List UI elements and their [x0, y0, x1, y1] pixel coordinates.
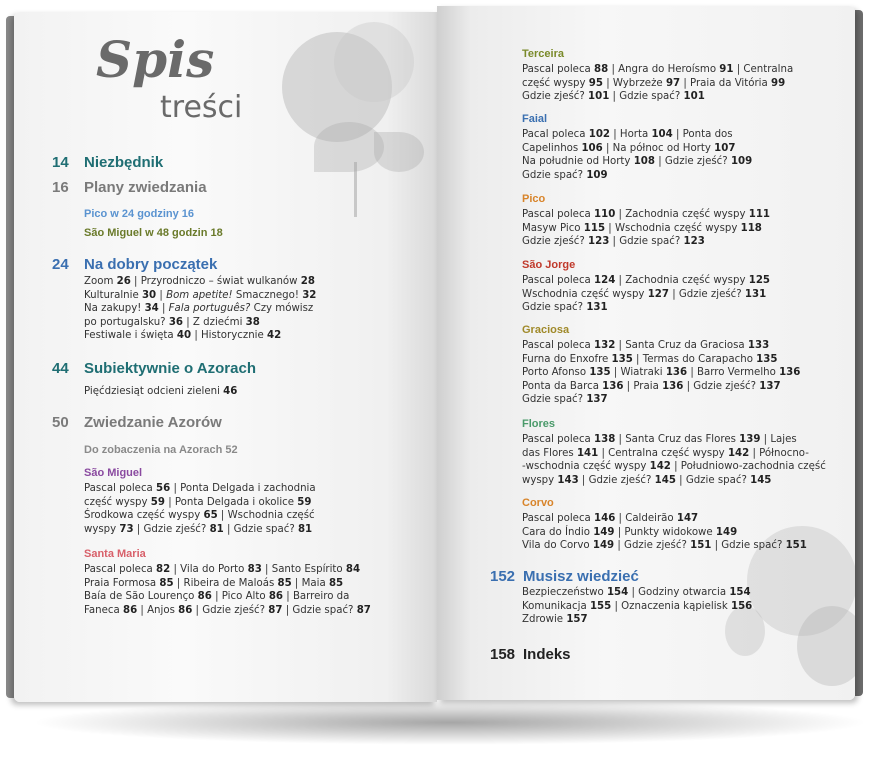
- toc-santa-maria-line[interactable]: Baía de São Lourenço 86 | Pico Alto 86 | Barreiro da: [84, 591, 350, 603]
- toc-musisz-line[interactable]: Komunikacja 155 | Oznaczenia kąpielisk 156: [522, 600, 753, 612]
- toc-graciosa-line[interactable]: Gdzie spać? 137: [522, 394, 608, 406]
- island-graciosa-heading[interactable]: Graciosa: [522, 324, 570, 336]
- toc-graciosa-line[interactable]: Pascal poleca 132 | Santa Cruz da Graciosa 133: [522, 340, 770, 351]
- book-right-edge: [855, 10, 863, 696]
- toc-sao-jorge-line[interactable]: Gdzie spać? 131: [522, 302, 608, 314]
- island-pico-list: [522, 208, 770, 249]
- toc-entry-zwiedzanie[interactable]: 50 Zwiedzanie Azorów: [52, 414, 222, 431]
- toc-musisz-line[interactable]: Bezpieczeństwo 154 | Godziny otwarcia 154: [522, 587, 751, 598]
- island-terceira-heading[interactable]: Terceira: [522, 48, 564, 60]
- island-flores-heading[interactable]: Flores: [522, 418, 556, 430]
- toc-flores-line[interactable]: wyspy 143 | Gdzie zjeść? 145 | Gdzie spać? 145: [522, 474, 772, 486]
- toc-dobry-line[interactable]: Festiwale i święta 40 | Historycznie 42: [84, 330, 282, 342]
- toc-dobry-line[interactable]: po portugalsku? 36 | Z dziećmi 38: [84, 316, 260, 328]
- toc-plan-sao-miguel[interactable]: São Miguel w 48 godzin 18: [84, 227, 223, 239]
- island-faial-list: [522, 128, 752, 182]
- toc-corvo-line[interactable]: Pascal poleca 146 | Caldeirão 147: [522, 513, 699, 524]
- toc-entry-plany[interactable]: 16 Plany zwiedzania: [52, 179, 207, 196]
- island-sao-miguel-heading[interactable]: São Miguel: [84, 467, 143, 479]
- toc-pico-line[interactable]: Gdzie zjeść? 123 | Gdzie spać? 123: [522, 236, 705, 248]
- island-sao-jorge-heading[interactable]: São Jorge: [522, 259, 576, 271]
- toc-santa-maria-line[interactable]: Faneca 86 | Anjos 86 | Gdzie zjeść? 87 | Gdzie spać? 87: [84, 604, 371, 616]
- title-spis: Spis: [96, 30, 215, 89]
- toc-dobry-line[interactable]: Na zakupy! 34 | Fala português? Czy mówisz: [84, 303, 314, 315]
- toc-faial-line[interactable]: Capelinhos 106 | Na północ od Horty 107: [522, 142, 736, 154]
- right-page: [437, 6, 855, 700]
- island-flores-list: [522, 433, 826, 487]
- island-sao-miguel-list: [84, 482, 316, 536]
- toc-sao-miguel-line[interactable]: część wyspy 59 | Ponta Delgada i okolice 59: [84, 496, 312, 508]
- toc-terceira-line[interactable]: Pascal poleca 88 | Angra do Heroísmo 91 | Centralna: [522, 64, 794, 75]
- toc-pico-line[interactable]: Pascal poleca 110 | Zachodnia część wyspy 111: [522, 209, 770, 220]
- toc-sao-miguel-line[interactable]: Środkowa część wyspy 65 | Wschodnia część: [84, 510, 315, 522]
- toc-entry-musisz[interactable]: 152 Musisz wiedzieć: [490, 568, 639, 585]
- toc-faial-line[interactable]: Pacal poleca 102 | Horta 104 | Ponta dos: [522, 129, 733, 140]
- toc-dobry-list: [84, 275, 316, 343]
- title-tresci: treści: [160, 90, 243, 125]
- toc-entry-niezbednik[interactable]: 14 Niezbędnik: [52, 154, 164, 171]
- island-santa-maria-list: [84, 563, 371, 617]
- toc-musisz-list: [522, 586, 752, 627]
- toc-flores-line[interactable]: das Flores 141 | Centralna część wyspy 142 | Północno-: [522, 447, 809, 459]
- toc-pico-line[interactable]: Masyw Pico 115 | Wschodnia część wyspy 118: [522, 222, 762, 234]
- island-sao-jorge-list: [522, 274, 770, 315]
- toc-faial-line[interactable]: Na południe od Horty 108 | Gdzie zjeść? 109: [522, 156, 753, 168]
- toc-dobry-line[interactable]: Zoom 26 | Przyrodniczo – świat wulkanów 28: [84, 276, 315, 287]
- toc-santa-maria-line[interactable]: Pascal poleca 82 | Vila do Porto 83 | Santo Espírito 84: [84, 564, 361, 575]
- toc-subiekt-line[interactable]: Pięćdziesiąt odcieni zieleni 46: [84, 386, 238, 397]
- toc-graciosa-line[interactable]: Ponta da Barca 136 | Praia 136 | Gdzie zjeść? 137: [522, 380, 781, 392]
- toc-graciosa-line[interactable]: Porto Afonso 135 | Wiatraki 136 | Barro Vermelho 136: [522, 367, 801, 379]
- toc-subiekt-line: [84, 385, 237, 399]
- toc-faial-line[interactable]: Gdzie spać? 109: [522, 169, 608, 181]
- island-santa-maria-heading[interactable]: Santa Maria: [84, 548, 146, 560]
- toc-sao-miguel-line[interactable]: Pascal poleca 56 | Ponta Delgada i zachodnia: [84, 483, 316, 494]
- island-corvo-list: [522, 512, 807, 553]
- toc-entry-indeks[interactable]: 158 Indeks: [490, 646, 571, 663]
- island-pico-heading[interactable]: Pico: [522, 193, 546, 205]
- toc-plan-pico[interactable]: Pico w 24 godziny 16: [84, 208, 195, 220]
- toc-dobry-line[interactable]: Kulturalnie 30 | Bom apetite! Smacznego! 32: [84, 289, 317, 301]
- book-left-edge: [6, 16, 14, 698]
- toc-musisz-line[interactable]: Zdrowie 157: [522, 614, 588, 626]
- toc-sao-jorge-line[interactable]: Wschodnia część wyspy 127 | Gdzie zjeść? 131: [522, 288, 767, 300]
- island-faial-heading[interactable]: Faial: [522, 113, 548, 125]
- island-graciosa-list: [522, 339, 800, 407]
- toc-zwiedzanie-sub[interactable]: Do zobaczenia na Azorach 52: [84, 444, 238, 456]
- toc-flores-line[interactable]: -wschodnia część wyspy 142 | Południowo-zachodnia część: [522, 461, 826, 473]
- toc-sao-jorge-line[interactable]: Pascal poleca 124 | Zachodnia część wyspy 125: [522, 275, 770, 286]
- toc-santa-maria-line[interactable]: Praia Formosa 85 | Ribeira de Maloás 85 | Maia 85: [84, 577, 344, 589]
- toc-entry-dobry[interactable]: 24 Na dobry początek: [52, 256, 218, 273]
- toc-entry-subiekt[interactable]: 44 Subiektywnie o Azorach: [52, 360, 256, 377]
- left-page: [14, 12, 437, 702]
- toc-corvo-line[interactable]: Cara do Índio 149 | Punkty widokowe 149: [522, 526, 738, 538]
- island-terceira-list: [522, 63, 793, 104]
- toc-corvo-line[interactable]: Vila do Corvo 149 | Gdzie zjeść? 151 | Gdzie spać? 151: [522, 540, 807, 552]
- toc-terceira-line[interactable]: Gdzie zjeść? 101 | Gdzie spać? 101: [522, 91, 705, 103]
- toc-sao-miguel-line[interactable]: wyspy 73 | Gdzie zjeść? 81 | Gdzie spać? 81: [84, 523, 313, 535]
- toc-terceira-line[interactable]: część wyspy 95 | Wybrzeże 97 | Praia da Vitória 99: [522, 77, 786, 89]
- toc-flores-line[interactable]: Pascal poleca 138 | Santa Cruz das Flores 139 | Lajes: [522, 434, 797, 445]
- toc-graciosa-line[interactable]: Furna do Enxofre 135 | Termas do Carapacho 135: [522, 353, 778, 365]
- island-corvo-heading[interactable]: Corvo: [522, 497, 554, 509]
